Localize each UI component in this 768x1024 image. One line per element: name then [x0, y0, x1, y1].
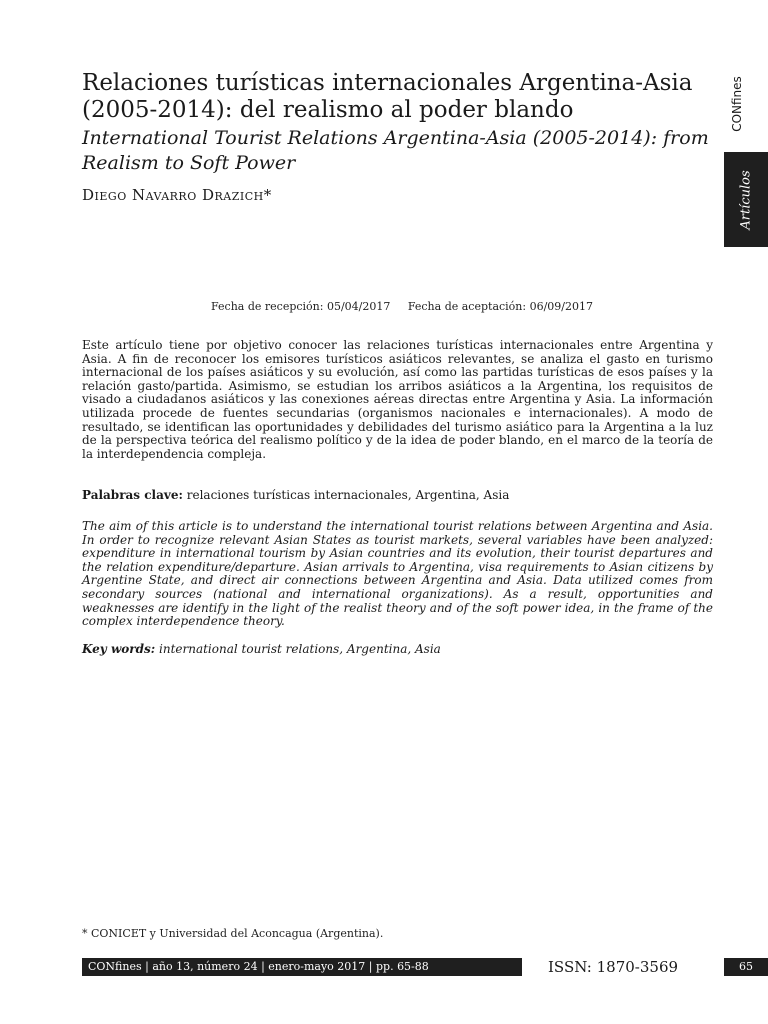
keywords-en-label: Key words: [82, 642, 156, 656]
keywords-es-label: Palabras clave: [82, 488, 183, 502]
page-number: 65 [724, 958, 768, 976]
journal-name-vertical [727, 70, 747, 138]
section-tab [724, 152, 768, 247]
keywords-en [82, 642, 713, 656]
journal-name-label: CONfines [730, 76, 744, 132]
keywords-es [82, 488, 713, 502]
accepted-date: Fecha de aceptación: 06/09/2017 [407, 300, 593, 313]
article-dates [82, 300, 722, 313]
footer-citation: CONfines | año 13, número 24 | enero-mayo 2017 | pp. 65-88 [82, 958, 522, 976]
abstract-en: The aim of this article is to understand the international tourist relations between Argentina and Asia. In order to recognize relevant Asian States as tourist markets, several variables have been analyzed: expenditure in international tourism by Asian countries and its evolution, their tourist departures and the relation expenditure/departure. Asian arrivals to Argentina, visa requirements to Asian citizens by Argentine State, and direct air connections between Argentina and Asia. Data utilized comes from secondary sources (national and international organizations). As a result, opportunities and weaknesses are identify in the light of the realist theory and of the soft power idea, in the frame of the complex interdependence theory. [82, 519, 713, 629]
section-tab-label: Artículos [738, 169, 754, 230]
abstract-es: Este artículo tiene por objetivo conocer las relaciones turísticas internacionales entre Argentina y Asia. A fin de reconocer los emisores turísticos asiáticos relevantes, se analiza el gasto en turismo internacional de los países asiáticos y su evolución, así como las partidas turísticas de esos países y la relación gasto/partida. Asimismo, se estudian los arribos asiáticos a la Argentina, los requisitos de visado a ciudadanos asiáticos y las conexiones aéreas directas entre Argentina y Asia. La información utilizada procede de fuentes secundarias (organismos nacionales e internacionales). A modo de resultado, se identifican las oportunidades y debilidades del turismo asiático para la Argentina a la luz de la perspectiva teórica del realismo político y de la idea de poder blando, en el marco de la teoría de la interdependencia compleja. [82, 338, 713, 461]
article-title-en: International Tourist Relations Argentina-Asia (2005-2014): from Realism to Soft Power [82, 127, 709, 174]
article-title-es: Relaciones turísticas internacionales Argentina-Asia (2005-2014): del realismo al poder blando [82, 70, 693, 123]
keywords-en-values: international tourist relations, Argentina, Asia [155, 642, 441, 656]
author-footnote: * CONICET y Universidad del Aconcagua (Argentina). [82, 927, 384, 940]
author-name: Diego Navarro Drazich* [82, 186, 272, 204]
received-date: Fecha de recepción: 05/04/2017 [211, 300, 391, 313]
footer-issn: ISSN: 1870-3569 [548, 958, 679, 976]
keywords-es-values: relaciones turísticas internacionales, Argentina, Asia [182, 488, 510, 502]
